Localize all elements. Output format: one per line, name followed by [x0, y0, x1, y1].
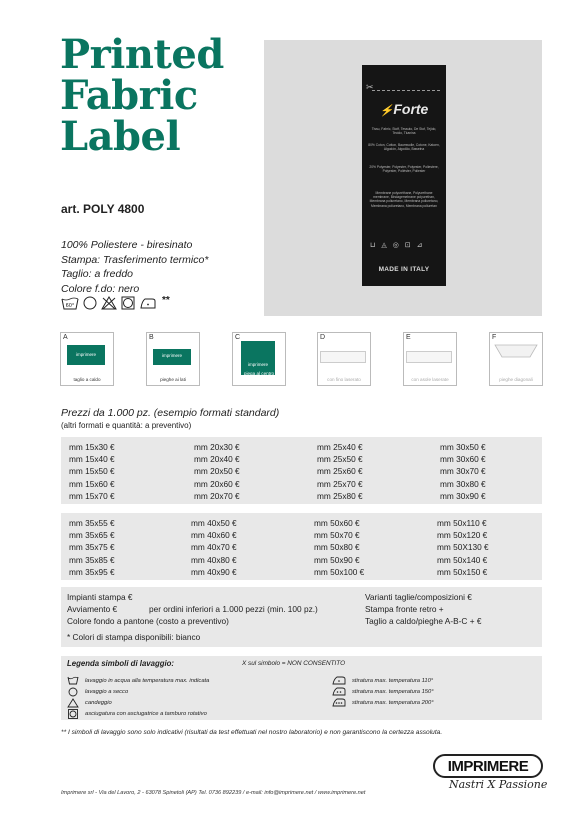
format-a: A imprimere taglio a caldo — [60, 332, 114, 386]
sample-brand: ⚡Forte — [379, 101, 429, 117]
legend-heading: Legenda simboli di lavaggio: — [67, 659, 175, 668]
sample-wash-icons: ⊔ ◬ ◎ ⊡ ⊿ — [370, 242, 425, 249]
logo-tagline: Nastri X Passione — [449, 778, 548, 791]
extra-taglio-caldo: Taglio a caldo/pieghe A-B-C + € — [365, 616, 482, 626]
title-line-2: Fabric — [60, 72, 198, 119]
wash-tub-icon — [67, 676, 79, 685]
legend-note: X sul simbolo = NON CONSENTITO — [242, 660, 346, 667]
wash-symbols — [61, 296, 170, 310]
bolt-icon: ⚡ — [379, 105, 394, 117]
extra-colore-fondo: Colore fondo a pantone (costo a preventivo) — [67, 616, 229, 626]
format-b: B imprimere pieghe ai lati — [146, 332, 200, 386]
iron-icon — [139, 297, 156, 310]
iron-1dot-icon — [332, 676, 346, 685]
format-options — [60, 332, 542, 387]
price-col: mm 50x110 € mm 50x120 € mm 50X130 € mm 50x140 € mm 50x150 € — [437, 518, 489, 577]
spec-material: 100% Poliestere - biresinato — [61, 239, 193, 251]
legend-item-bleach: candeggio — [67, 698, 112, 708]
price-table-1 — [61, 437, 542, 504]
legend-item-dry-clean: lavaggio a secco — [67, 687, 128, 697]
pricing-subheading: (altri formati e quantità: a preventivo) — [61, 421, 192, 430]
extra-avviamento-note: per ordini inferiori a 1.000 pezzi (min. 100 pz.) — [149, 604, 318, 614]
article-code: art. POLY 4800 — [61, 202, 145, 216]
product-specs — [61, 238, 208, 296]
spec-cut: Taglio: a freddo — [61, 268, 133, 280]
extra-colori-stampa: * Colori di stampa disponibili: bianco — [67, 632, 201, 642]
diagonal-fold-icon — [494, 343, 538, 359]
iron-2dot-icon — [332, 687, 346, 696]
iron-3dot-icon — [332, 698, 346, 707]
format-f: F pieghe diagonali — [489, 332, 543, 386]
price-col: mm 35x55 € mm 35x65 € mm 35x75 € mm 35x85 € mm 35x95 € — [69, 518, 115, 577]
price-col: mm 20x30 € mm 20x40 € mm 20x50 € mm 20x60 € mm 20x70 € — [194, 442, 240, 501]
price-table-2 — [61, 513, 542, 580]
wash-footnote-marker: ** — [162, 294, 170, 306]
title-line-1: Printed — [60, 31, 224, 78]
tumble-dry-icon — [67, 709, 79, 719]
extra-impianti: Impianti stampa € — [67, 592, 133, 602]
price-col: mm 40x50 € mm 40x60 € mm 40x70 € mm 40x80 € mm 40x90 € — [191, 518, 237, 577]
dry-clean-icon — [83, 296, 97, 310]
format-d: D con fino laserato — [317, 332, 371, 386]
sample-label — [362, 65, 446, 286]
logo-name: IMPRIMERE — [433, 754, 543, 778]
legend-item-iron-110: stiratura max. temperatura 110° — [332, 676, 433, 685]
extra-varianti: Varianti taglie/composizioni € — [365, 592, 472, 602]
cut-line — [372, 90, 440, 91]
svg-text:60°: 60° — [65, 302, 75, 309]
extra-fronte-retro: Stampa fronte retro + — [365, 604, 444, 614]
format-e: E con asole laserate — [403, 332, 457, 386]
no-bleach-icon — [101, 296, 117, 310]
legend-item-iron-200: stiratura max. temperatura 200° — [332, 698, 434, 707]
wash-60-icon — [61, 297, 79, 310]
format-c: C imprimere piega al centro — [232, 332, 286, 386]
bleach-icon — [67, 698, 79, 708]
spec-bg-color: Colore f.do: nero — [61, 282, 140, 295]
disclaimer: ** I simboli di lavaggio sono solo indicativi (risultati da test effettuati nel nostro laboratorio) e non garantiscono la certezza assoluta. — [61, 729, 443, 736]
sample-text-fabric: Tissu, Fabric, Stoff, Tessuto, De Stof, Tejido, Tecido, Tkanina — [371, 127, 437, 136]
legend-item-tumble: asciugatura con asciugatrice a tamburo rotativo — [67, 709, 207, 719]
dry-clean-icon — [67, 687, 79, 697]
title-line-3: Label — [60, 113, 181, 160]
price-col: mm 25x40 € mm 25x50 € mm 25x60 € mm 25x70 € mm 25x80 € — [317, 442, 363, 501]
page-title — [60, 31, 224, 160]
footer-contact: Imprimere srl - Via del Lavoro, 2 - 63078 Spinetoli (AP) Tel. 0736 892239 / e-mail: info@imprimere.net / www.imprimere.net — [61, 790, 366, 796]
extra-costs — [61, 587, 542, 647]
price-col: mm 15x30 € mm 15x40 € mm 15x50 € mm 15x60 € mm 15x70 € — [69, 442, 115, 501]
legend-item-wash: lavaggio in acqua alla temperatura max. indicata — [67, 676, 209, 685]
sample-text-membrane: Membrane polyuréthane, Polyurethane membrane, Bindagemebrane polyurethan, Membrana poliuretano, Membrana poliuretano, Membrana poliuretano, Membrana poliuretan — [369, 191, 439, 208]
scissors-icon: ✂ — [366, 82, 374, 92]
sample-text-cotton: 80% Coton, Cotton, Baumwolle, Cotone, Katoen, Algodón, Algodão, Bawełna — [368, 143, 440, 152]
sample-made-in: MADE IN ITALY — [378, 266, 430, 273]
sample-text-polyester: 20% Polyester, Polyester, Polyester, Poliestere, Polyester, Poliéster, Poliester — [369, 165, 439, 174]
extra-avviamento: Avviamento € — [67, 604, 118, 614]
price-col: mm 50x60 € mm 50x70 € mm 50x80 € mm 50x90 € mm 50x100 € — [314, 518, 365, 577]
spec-print: Stampa: Trasferimento termico* — [61, 253, 209, 266]
wash-legend — [61, 656, 542, 720]
price-col: mm 30x50 € mm 30x60 € mm 30x70 € mm 30x80 € mm 30x90 € — [440, 442, 486, 501]
brand-logo — [431, 754, 548, 794]
pricing-heading: Prezzi da 1.000 pz. (esempio formati standard) — [61, 407, 280, 419]
legend-item-iron-150: stiratura max. temperatura 150° — [332, 687, 434, 696]
tumble-dry-icon — [121, 296, 135, 310]
